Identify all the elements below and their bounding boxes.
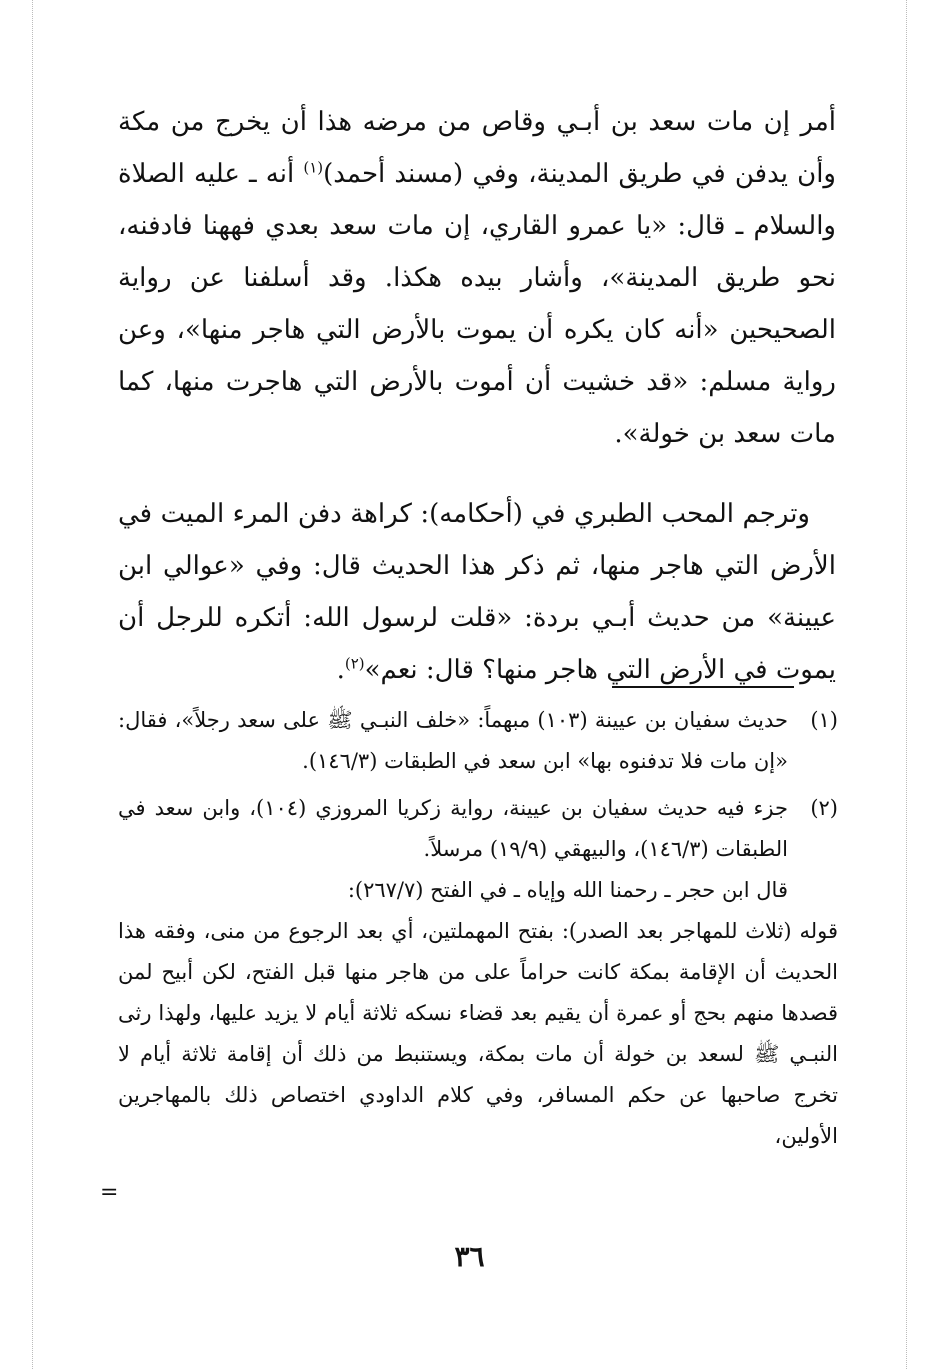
footnote-2-text: جزء فيه حديث سفيان بن عيينة، رواية زكريا المروزي (١٠٤)، وابن سعد في الطبقات (١٤٦/٣)، والبيهقي (١٩/٩) مرسلاً.: [118, 796, 788, 861]
right-margin-dots: [906, 0, 907, 1369]
footnote-ref-1: (١): [303, 158, 324, 177]
footnote-1-number: (١): [810, 708, 838, 732]
paragraph-2: [118, 488, 836, 696]
continuation-mark: =: [100, 1180, 119, 1205]
page-number: ٣٦: [454, 1240, 485, 1273]
footnote-2-continuation: قوله (ثلاث للمهاجر بعد الصدر): بفتح المهملتين، أي بعد الرجوع من منى، وفقه هذا الحديث أن الإقامة بمكة كانت حراماً على من هاجر منها قبل الفتح، لكن أبيح لمن قصدها منهم بحج أو عمرة أن يقيم بعد قضاء نسكه ثلاثة أيام لا يزيد عليها، ولهذا رثى النبـي ﷺ لسعد بن خولة أن مات بمكة، ويستنبط من ذلك أن إقامة ثلاثة أيام لا تخرج صاحبها عن حكم المسافر، وفي كلام الداودي اختصاص ذلك بالمهاجرين الأولين،: [118, 919, 838, 1148]
paragraph-2-end: .: [336, 655, 345, 685]
paragraph-1: [118, 96, 836, 460]
left-margin-dots: [32, 0, 33, 1369]
paragraph-1-text: أمر إن مات سعد بن أبـي وقاص من مرضه هذا أن يخرج من مكة وأن يدفن في طريق المدينة، وفي (مسند أحمد): [118, 107, 836, 189]
footnote-ref-2: (٢): [344, 654, 365, 673]
footnote-2-quote-intro: قال ابن حجر ـ رحمنا الله وإياه ـ في الفتح (٢٦٧/٧):: [347, 878, 788, 902]
paragraph-1-continuation: أنه ـ عليه الصلاة والسلام ـ قال: «يا عمرو القاري، إن مات سعد بعدي فههنا فادفنه، نحو طريق المدينة»، وأشار بيده هكذا. وقد أسلفنا عن رواية الصحيحين «أنه كان يكره أن يموت بالأرض التي هاجر منها»، وعن رواية مسلم: «قد خشيت أن أموت بالأرض التي هاجرت منها، كما مات سعد بن خولة».: [118, 159, 836, 449]
footnote-2: [118, 788, 838, 911]
main-text: [118, 96, 836, 696]
footnotes: [118, 700, 838, 1157]
footnote-1-text: حديث سفيان بن عيينة (١٠٣) مبهماً: «خلف النبـي ﷺ على سعد رجلاً»، فقال: «إن مات فلا تدفنوه بها» ابن سعد في الطبقات (١٤٦/٣).: [118, 708, 788, 773]
paragraph-2-text: وترجم المحب الطبري في (أحكامه): كراهة دفن المرء الميت في الأرض التي هاجر منها، ثم ذكر هذا الحديث قال: وفي «عوالي ابن عيينة» من حديث أبـي بردة: «قلت لرسول الله: أتكره للرجل أن يموت في الأرض التي هاجر منها؟ قال: نعم»: [118, 499, 836, 685]
footnote-2-number: (٢): [810, 796, 838, 820]
footnote-2-body: [118, 788, 788, 911]
footnote-separator: [612, 686, 794, 688]
footnote-1: [118, 700, 838, 782]
